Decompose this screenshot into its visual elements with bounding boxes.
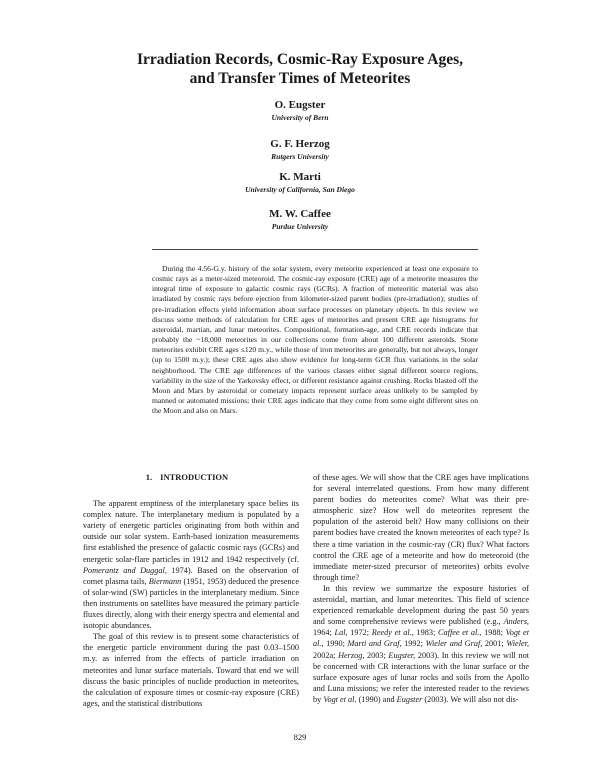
citation: Biermann (148, 576, 182, 586)
author-name: K. Marti (279, 171, 321, 183)
title-line-1: Irradiation Records, Cosmic-Ray Exposure Ages, (136, 51, 464, 68)
left-column (83, 472, 299, 709)
citation: Pomerantz and Duggal, (83, 565, 167, 575)
author-name: O. Eugster (274, 99, 326, 111)
citation: Marti and Graf, (347, 639, 402, 649)
author-affiliation: Rutgers University (271, 152, 329, 161)
section-number: 1. (145, 472, 153, 482)
page-number: 829 (293, 732, 307, 742)
abstract: During the 4.56-G.y. history of the solar system, every meteorite experienced at least one exposure to cosmic rays as a meter-sized meteoroid. The cosmic-ray exposure (CRE) age of a meteorite measures the integral time of exposure to galactic cosmic rays (GCRs). A fraction of meteoritic material was also irradiated by cosmic rays before ejection from kilometer-sized parent bodies (pre-irradiation); studies of pre-irradiation effects yield information about surface processes on planetary objects. In this review we discuss some methods of calculation for CRE ages of meteorites and present CRE age histograms for asteroidal, martian, and lunar meteorites. Compositional, formation-age, and CRE records indicate that probably the ~18,000 meteorites in our collections come from about 100 different asteroids. Stone meteorites exhibit CRE ages ≤120 m.y., while those of iron meteorites are generally, but not always, longer (up to 1500 m.y.); these CRE ages also show evidence for long-term GCR flux variations in the solar neighborhood. The CRE age differences of the various classes either signal different source regions, variability in the size of the Yarkovsky effect, or different resistance against crushing. Rocks blasted off the Moon and Mars by asteroidal or cometary impacts represent surface areas unlikely to be sampled by manned or automated missions; their CRE ages indicate that they come from some eight different sites on the Moon and also on Mars. (152, 264, 478, 416)
intro-paragraph: The apparent emptiness of the interplanetary space belies its complex nature. The interplanetary medium is populated by a variety of energetic particles originating from both within and outside our solar system. Earth-based ionization measurements first established the presence of galactic cosmic rays (GCRs) and energetic solar-flare particles in 1912 and 1942 respectively (cf. Pomerantz and Duggal, 1974). Based on the observation of comet plasma tails, Biermann (1951, 1953) deduced the presence of solar-wind (SW) particles in the interplanetary medium. Since then instruments on satellites have measured the primary particle fluxes directly, along with their energy spectra and elemental and isotopic abundances. (83, 499, 300, 631)
citation: Eugster (396, 694, 423, 704)
intro-paragraph: The goal of this review is to present some characteristics of the energetic particle environment during the past 0.03–1500 m.y. as inferred from the effects of particle irradiation on meteorites and lunar surface materials. Toward that end we will discuss the basic principles of nuclide production in meteorites, the calculation of exposure times or cosmic-ray exposure (CRE) ages, and the statistical distributions (83, 632, 299, 708)
citation: Wieler, (506, 639, 530, 649)
section-heading (83, 472, 299, 483)
author-affiliation: University of California, San Diego (245, 185, 355, 194)
citation: Herzog, (338, 650, 365, 660)
citation: Lal, (334, 628, 348, 638)
intro-paragraph: of these ages. We will show that the CRE ages have implications for several interrelated questions. From how many different parent bodies do meteorites come? What was their pre-atmospheric size? How well do meteorites represent the population of the asteroid belt? How many collisions on their parent bodies have created the known meteorites of each type? Is there a time variation in the cosmic-ray (CR) flux? What factors control the CRE age of a meteorite and how do meteoroid (the immediate meter-sized precursor of meteorites) orbits evolve through time? (313, 473, 529, 582)
author-affiliation: Purdue University (271, 222, 329, 231)
citation: Eugster, (388, 650, 416, 660)
right-column (313, 472, 529, 705)
citation: Wieler and Graf, (425, 639, 483, 649)
citation: Vogt et al. (323, 694, 357, 704)
citation: Anders, (503, 617, 529, 627)
citation: Vogt et al., (313, 628, 529, 649)
intro-paragraph: In this review we summarize the exposure histories of asteroidal, martian, and lunar meteorites. This field of science experienced remarkable development during the past 50 years and some comprehensive reviews were published (e.g., Anders, 1964; Lal, 1972; Reedy et al., 1983; Caffee et al., 1988; Vogt et al., 1990; Marti and Graf, 1992; Wieler and Graf, 2001; Wieler, 2002a; Herzog, 2003; Eugster, 2003). In this review we will not be concerned with CR interactions with the lunar surface or the surface exposure ages of lunar rocks and soils from the Apollo and Luna missions; we refer the interested reader to the reviews by Vogt et al. (1990) and Eugster (2003). We will also not dis- (313, 583, 530, 704)
citation: Reedy et al., (371, 628, 414, 638)
citation: Caffee et al., (438, 628, 482, 638)
section-title: INTRODUCTION (160, 472, 229, 482)
author-affiliation: University of Bern (271, 113, 329, 122)
abstract-divider (152, 249, 478, 250)
author-name: M. W. Caffee (269, 208, 331, 220)
title-line-2: and Transfer Times of Meteorites (189, 70, 411, 87)
author-name: G. F. Herzog (270, 138, 330, 150)
paper-title (0, 50, 600, 88)
